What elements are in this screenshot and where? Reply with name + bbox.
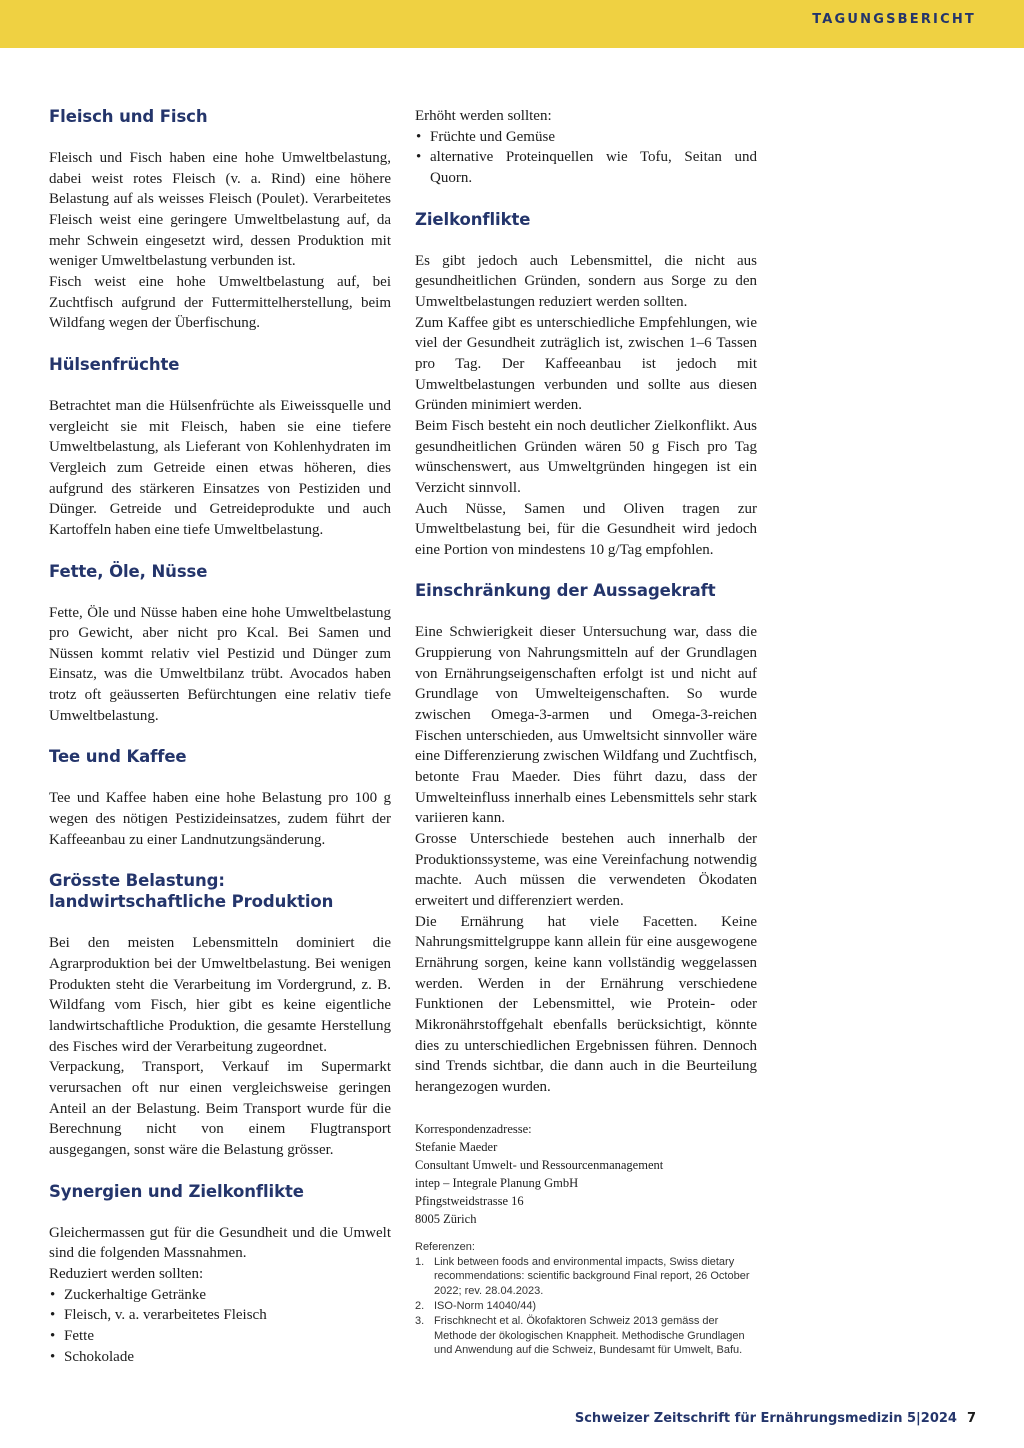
- paragraph: Gleichermassen gut für die Gesundheit und die Umwelt sind die folgenden Massnahmen.: [49, 1224, 391, 1262]
- reference-item: [415, 1314, 757, 1358]
- references: [415, 1240, 757, 1359]
- page-number: 7: [966, 1411, 976, 1426]
- paragraph: Beim Fisch besteht ein noch deutlicher Zielkonflikt. Aus gesundheitlichen Gründen wären 50 g Fisch pro Tag wünschenswert, aus Umweltgründen hingegen ist ein Verzicht sinnvoll.: [415, 417, 757, 496]
- journal-title: Schweizer Zeitschrift für Ernährungsmedizin 5|2024: [574, 1411, 957, 1426]
- section-tee-kaffee: [49, 746, 391, 850]
- paragraph: Tee und Kaffee haben eine hohe Belastung pro 100 g wegen des nötigen Pestizideinsatzes, zudem führt der Kaffeeanbau zu einer Landnutzungsänderung.: [49, 790, 391, 848]
- address-city: 8005 Zürich: [415, 1211, 477, 1226]
- section-heading: [49, 870, 391, 912]
- section-heading: Hülsenfrüchte: [49, 354, 180, 374]
- section-heading: Synergien und Zielkonflikte: [49, 1181, 304, 1201]
- correspondence-address: [415, 1120, 757, 1228]
- section-heading: Fleisch und Fisch: [49, 107, 208, 126]
- paragraph: Fette, Öle und Nüsse haben eine hohe Umweltbelastung pro Gewicht, aber nicht pro Kcal. Bei Samen und Nüssen kommt relativ viel Pestizid und Dünger zum Einsatz, was die Umweltbilanz trübt. Avocados haben trotz oft geäusserten Befürchtungen eine relativ tiefe Umweltbelastung.: [49, 604, 391, 724]
- section-erhoeht: [415, 106, 757, 189]
- list-item: • alternative Proteinquellen wie Tofu, Seitan und Quorn.: [415, 147, 757, 188]
- section-huelsenfruechte: [49, 354, 391, 541]
- section-synergien: [49, 1181, 391, 1368]
- increase-list: [415, 127, 757, 189]
- paragraph: Es gibt jedoch auch Lebensmittel, die nicht aus gesundheitlichen Gründen, sondern aus Sorge zu den Umweltbelastungen reduziert werden sollten.: [415, 252, 757, 310]
- section-einschraenkung: [415, 580, 757, 1097]
- header-bar: [0, 0, 1024, 48]
- list-item: • Fette: [49, 1326, 391, 1347]
- references-title: Referenzen:: [415, 1240, 475, 1253]
- paragraph: Grosse Unterschiede bestehen auch innerhalb der Produktionssysteme, was eine Vereinfachung notwendig machte. Auch müssen die verwendeten Ökodaten erweitert und differenziert werden.: [415, 831, 757, 909]
- reference-text: ISO-Norm 14040/44): [434, 1299, 537, 1312]
- address-label: Korrespondenzadresse:: [415, 1121, 532, 1136]
- paragraph: Bei den meisten Lebensmitteln dominiert die Agrarproduktion bei der Umweltbelastung. Bei wenigen Produkten steht die Verarbeitung im Vordergrund, z. B. Wildfang vom Fisch, hier gibt es keine eigentliche landwirtschaftliche Produktion, die gesamte Herstellung des Fisches wird der Verarbeitung zugeordnet.: [49, 935, 391, 1055]
- address-street: Pfingstweidstrasse 16: [415, 1193, 524, 1208]
- address-role: Consultant Umwelt- und Ressourcenmanagement: [415, 1157, 664, 1172]
- section-heading: Zielkonflikte: [415, 209, 531, 229]
- paragraph: Erhöht werden sollten:: [415, 108, 552, 124]
- address-company: intep – Integrale Planung GmbH: [415, 1175, 579, 1190]
- section-label: TAGUNGSBERICHT: [812, 12, 976, 27]
- heading-line: Grösste Belastung:: [49, 871, 225, 891]
- list-item: • Früchte und Gemüse: [415, 127, 757, 148]
- heading-line: landwirtschaftliche Produktion: [49, 892, 334, 912]
- paragraph: Fisch weist eine hohe Umweltbelastung auf, bei Zuchtfisch aufgrund der Futtermittelherstellung, beim Wildfang wegen der Überfischung.: [49, 273, 391, 332]
- paragraph: Fleisch und Fisch haben eine hohe Umweltbelastung, dabei weist rotes Fleisch (v. a. Rind) eine höhere Belastung auf als weisses Fleisch (Poulet). Verarbeitetes Fleisch weist eine geringere Umweltbelastung auf, da mehr Schwein eingesetzt wird, dessen Produktion mit weniger Umweltbelastung verbunden ist.: [49, 150, 391, 270]
- reference-number: 3.: [415, 1314, 425, 1327]
- paragraph: Auch Nüsse, Samen und Oliven tragen zur Umweltbelastung bei, für die Gesundheit wird jedoch eine Portion von mindestens 10 g/Tag empfohlen.: [415, 500, 757, 558]
- right-column: [415, 106, 757, 1358]
- address-name: Stefanie Maeder: [415, 1139, 498, 1154]
- page-footer: [575, 1411, 976, 1426]
- section-heading: Einschränkung der Aussagekraft: [415, 581, 716, 601]
- paragraph: Betrachtet man die Hülsenfrüchte als Eiweissquelle und vergleicht sie mit Fleisch, haben sie eine tiefere Umweltbelastung, als Lieferant von Kohlenhydraten im Vergleich zum Getreide einen etwas höheren, dies aufgrund des stärkeren Einsatzes von Pestiziden und Dünger. Getreide und Getreideprodukte und auch Kartoffeln haben eine tiefe Umweltbelastung.: [49, 397, 391, 538]
- left-column: [49, 106, 391, 1387]
- section-heading: Fette, Öle, Nüsse: [49, 561, 208, 581]
- paragraph: Eine Schwierigkeit dieser Untersuchung war, dass die Gruppierung von Nahrungsmitteln auf der Grundlagen von Ernährungseigenschaften erfolgt ist und nicht auf Grundlage von Umwelteigenschaften. So wurde zwischen Omega-3-armen und Omega-3-reichen Fischen unterschieden, aus Umweltsicht sinnvoller wäre eine Differenzierung zwischen Wildfang und Zuchtfisch, betonte Frau Maeder. Dies führt dazu, dass der Umwelteinfluss innerhalb eines Lebensmittels sehr stark variieren kann.: [415, 624, 757, 827]
- paragraph: Die Ernährung hat viele Facetten. Keine Nahrungsmittelgruppe kann allein für eine ausgewogene Ernährung sorgen, keine kann vollständig weggelassen werden. Werden in der Ernährung verschiedene Funktionen der Lebensmittel, wie Protein- oder Mikronährstoffgehalt ebenfalls berücksichtigt, könnte dies zu unterschiedlichen Ergebnissen führen. Dennoch sind Trends sichtbar, die dann auch in die Beurteilung herangezogen wurden.: [415, 913, 757, 1095]
- paragraph: Verpackung, Transport, Verkauf im Supermarkt verursachen oft nur einen vergleichsweise geringen Anteil an der Belastung. Beim Transport wurde für die Berechnung nicht von einem Flugtransport ausgegangen, sonst wäre die Belastung grösser.: [49, 1059, 391, 1158]
- reference-item: [415, 1299, 757, 1314]
- reference-text: Frischknecht et al. Ökofaktoren Schweiz 2013 gemäss der Methode der ökologischen Knappheit. Methodische Grundlagen und Anwendung auf die Schweiz, Bundesamt für Umwelt, Bafu.: [434, 1314, 745, 1357]
- list-item: • Zuckerhaltige Getränke: [49, 1285, 391, 1306]
- list-item: • Schokolade: [49, 1347, 391, 1368]
- section-fleisch-fisch: [49, 106, 391, 334]
- reference-item: [415, 1255, 757, 1299]
- reference-number: 2.: [415, 1299, 425, 1312]
- section-fette-oele-nuesse: [49, 561, 391, 727]
- section-zielkonflikte: [415, 209, 757, 561]
- reference-text: Link between foods and environmental impacts, Swiss dietary recommendations: scientific background Final report, 26 October 2022; rev. 28.04.2023.: [434, 1255, 750, 1298]
- section-groesste-belastung: [49, 870, 391, 1160]
- reference-number: 1.: [415, 1255, 425, 1268]
- list-item: • Fleisch, v. a. verarbeitetes Fleisch: [49, 1305, 391, 1326]
- paragraph: Reduziert werden sollten:: [49, 1265, 204, 1282]
- reduce-list: [49, 1285, 391, 1368]
- section-heading: Tee und Kaffee: [49, 747, 187, 767]
- paragraph: Zum Kaffee gibt es unterschiedliche Empfehlungen, wie viel der Gesundheit zuträglich ist, zwischen 1–6 Tassen pro Tag. Der Kaffeeanbau ist jedoch mit Umweltbelastungen verbunden und sollte aus diesen Gründen minimiert werden.: [415, 314, 757, 414]
